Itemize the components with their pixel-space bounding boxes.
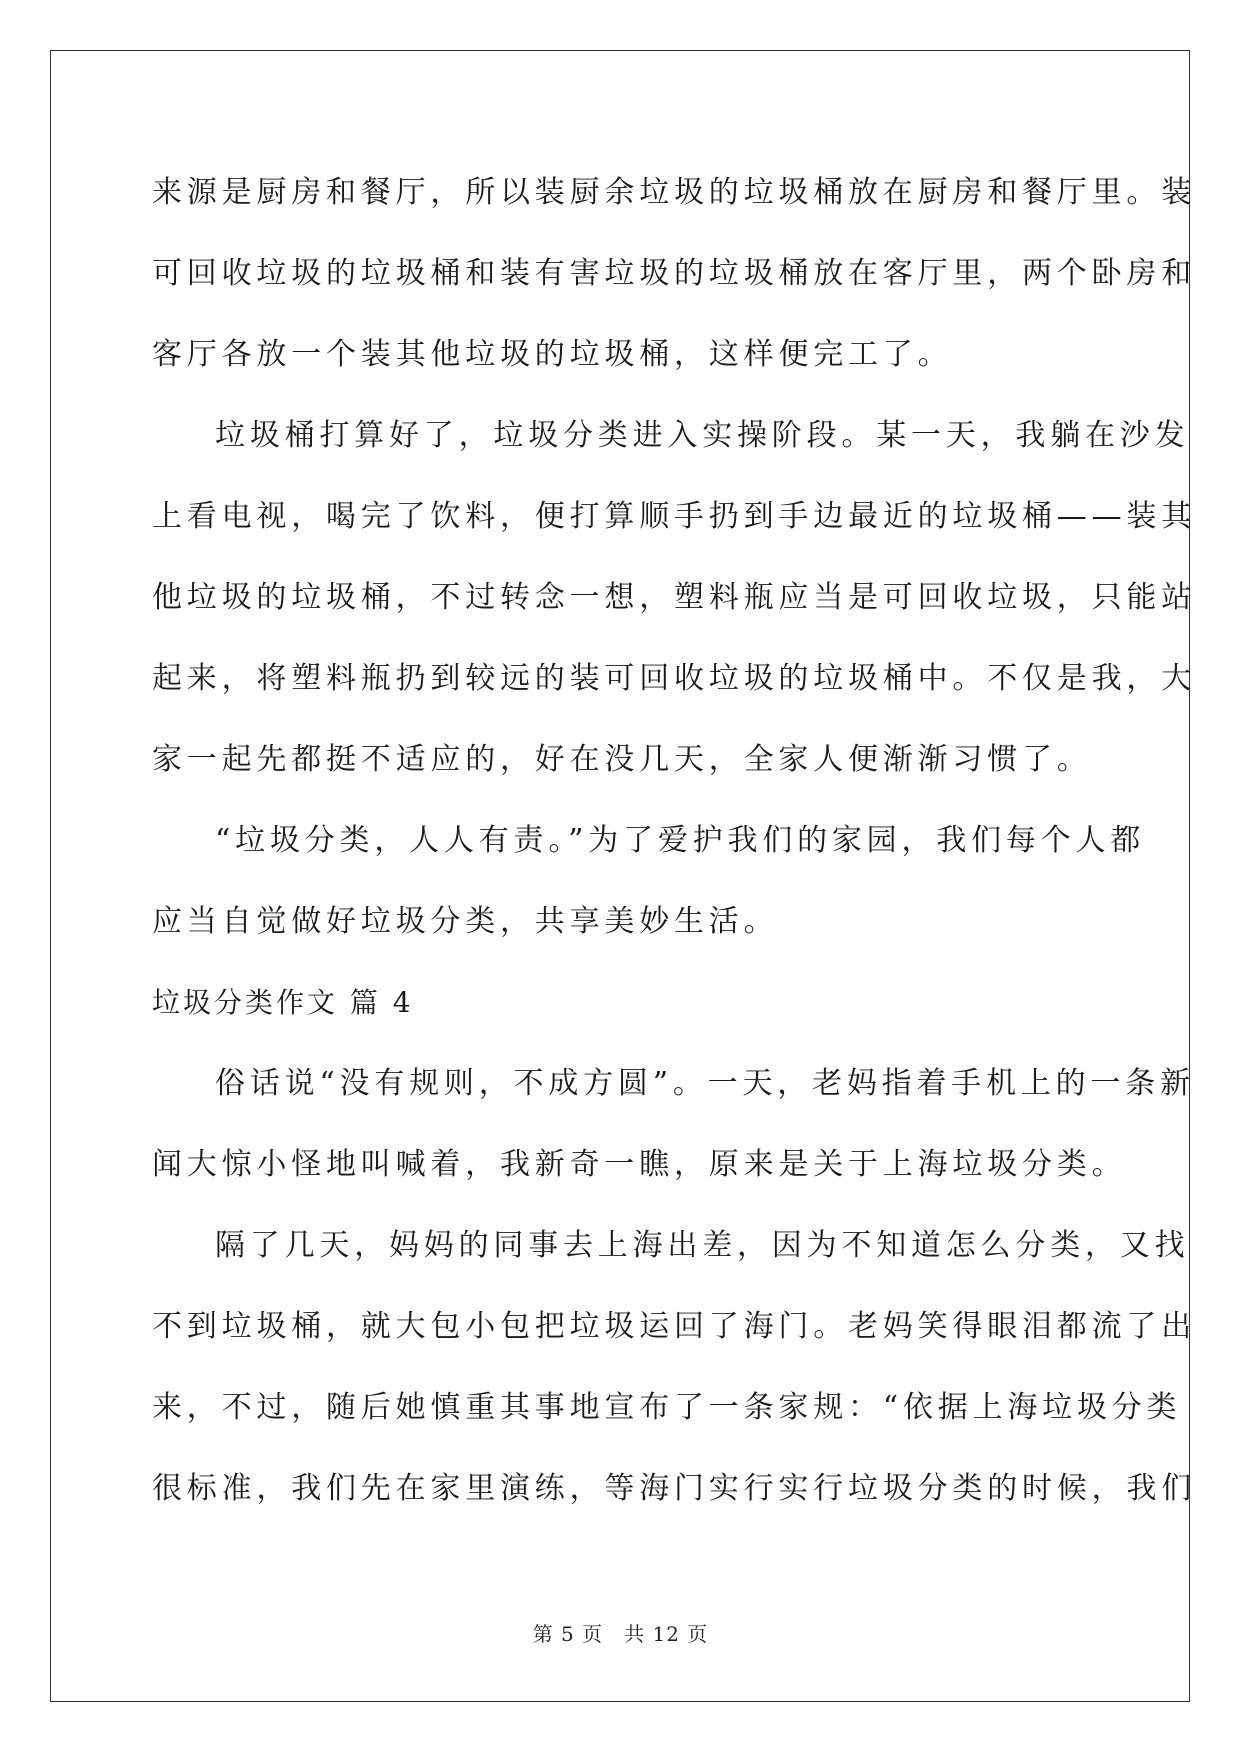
- paragraph-start-line: “垃圾分类，人人有责。”为了爱护我们的家园，我们每个人都: [215, 823, 1146, 858]
- page-number-footer: 第 5 页 共 12 页: [532, 1622, 709, 1646]
- text-line: 应当自觉做好垃圾分类，共享美妙生活。: [152, 904, 779, 939]
- text-line: 可回收垃圾的垃圾桶和装有害垃圾的垃圾桶放在客厅里，两个卧房和: [152, 256, 1196, 291]
- text-line: 来，不过，随后她慎重其事地宣布了一条家规：“依据上海垃圾分类: [152, 1390, 1182, 1425]
- text-line: 客厅各放一个装其他垃圾的垃圾桶，这样便完工了。: [152, 337, 953, 372]
- text-line: 上看电视，喝完了饮料，便打算顺手扔到手边最近的垃圾桶——装其: [152, 499, 1196, 534]
- paragraph-start-line: 俗话说“没有规则，不成方圆”。一天，老妈指着手机上的一条新: [215, 1066, 1195, 1101]
- text-line: 他垃圾的垃圾桶，不过转念一想，塑料瓶应当是可回收垃圾，只能站: [152, 580, 1196, 615]
- text-line: 闻大惊小怪地叫喊着，我新奇一瞧，原来是关于上海垃圾分类。: [152, 1147, 1127, 1182]
- document-body: [152, 160, 1196, 1537]
- text-line: 起来，将塑料瓶扔到较远的装可回收垃圾的垃圾桶中。不仅是我，大: [152, 661, 1196, 696]
- text-line: 不到垃圾桶，就大包小包把垃圾运回了海门。老妈笑得眼泪都流了出: [152, 1309, 1196, 1344]
- text-line: 家一起先都挺不适应的，好在没几天，全家人便渐渐习惯了。: [152, 742, 1092, 777]
- paragraph-start-line: 垃圾桶打算好了，垃圾分类进入实操阶段。某一天，我躺在沙发: [215, 418, 1190, 453]
- section-heading: 垃圾分类作文 篇 4: [152, 986, 414, 1019]
- text-line: 来源是厨房和餐厅，所以装厨余垃圾的垃圾桶放在厨房和餐厅里。装: [152, 175, 1196, 210]
- text-line: 很标准，我们先在家里演练，等海门实行实行垃圾分类的时候，我们: [152, 1471, 1196, 1506]
- paragraph-start-line: 隔了几天，妈妈的同事去上海出差，因为不知道怎么分类，又找: [215, 1228, 1190, 1263]
